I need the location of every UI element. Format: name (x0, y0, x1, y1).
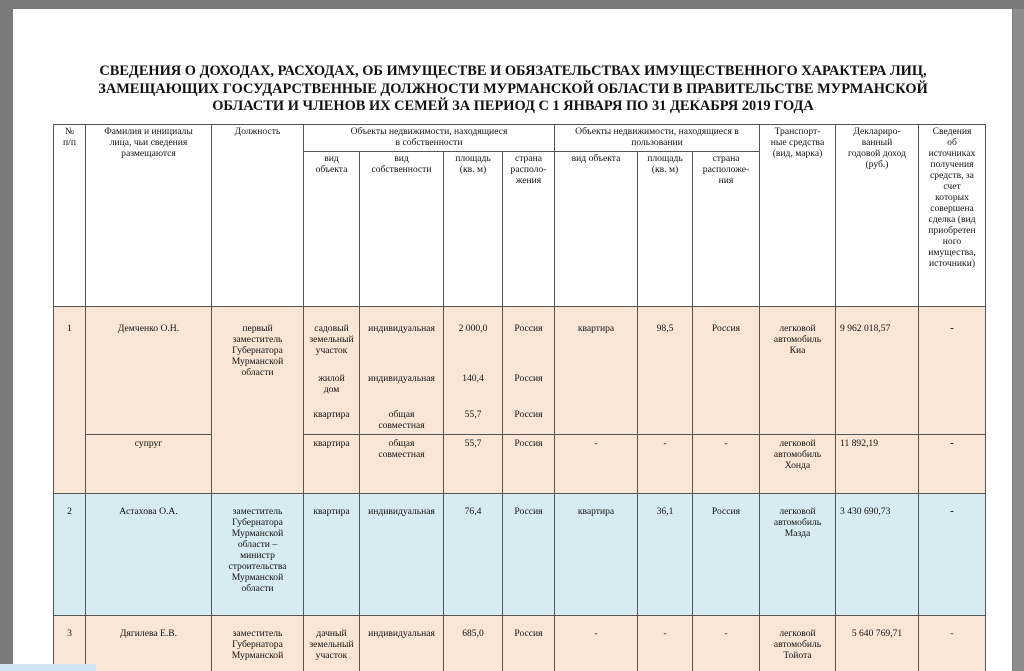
header-used-country: страна расположе- ния (693, 152, 760, 307)
row-sources: - (919, 435, 986, 494)
table-row (54, 307, 986, 435)
row-transport: легковой автомобиль Тойота (760, 616, 836, 671)
header-used-group: Объекты недвижимости, находящиеся в пользовании (555, 125, 760, 152)
row-owned-area: 2 000,0 140,4 55,7 (444, 307, 503, 435)
row-used-country: - (693, 435, 760, 494)
row-sources: - (919, 307, 986, 435)
document-title (53, 63, 973, 116)
row-owned-country: Россия (503, 435, 555, 494)
row-income: 9 962 018,57 (836, 307, 919, 435)
header-owned-type: вид объекта (304, 152, 360, 307)
row-used-area: - (638, 435, 693, 494)
row-used-area: 36,1 (638, 494, 693, 616)
row-name: Астахова О.А. (86, 494, 212, 616)
row-transport: легковой автомобиль Мазда (760, 494, 836, 616)
row-used-country: Россия (693, 307, 760, 435)
title-line-3: ОБЛАСТИ И ЧЛЕНОВ ИХ СЕМЕЙ ЗА ПЕРИОД С 1 ЯНВАРЯ ПО 31 ДЕКАБРЯ 2019 ГОДА (212, 98, 814, 114)
row-used-type: - (555, 616, 638, 671)
row-owned-ownership: индивидуальная индивидуальная общая совместная (360, 307, 444, 435)
row-position: заместитель Губернатора Мурманской (212, 616, 304, 671)
title-line-2: ЗАМЕЩАЮЩИХ ГОСУДАРСТВЕННЫЕ ДОЛЖНОСТИ МУРМАНСКОЙ ОБЛАСТИ В ПРАВИТЕЛЬСТВЕ МУРМАНСКОЙ (98, 80, 928, 97)
header-name: Фамилия и инициалы лица, чьи сведения размещаются (86, 125, 212, 307)
bottom-bar (0, 664, 96, 671)
row-owned-ownership: общая совместная (360, 435, 444, 494)
table-row-spouse (54, 435, 986, 494)
row-owned-type: дачный земельный участок (304, 616, 360, 671)
row-income: 5 640 769,71 (836, 616, 919, 671)
row-num: 3 (54, 616, 86, 671)
row-owned-type: квартира (304, 435, 360, 494)
row-num: 1 (54, 307, 86, 494)
row-owned-type: садовый земельный участок жилой дом квартира (304, 307, 360, 435)
row-name: Дягилева Е.В. (86, 616, 212, 671)
row-income: 3 430 690,73 (836, 494, 919, 616)
header-position: Должность (212, 125, 304, 307)
table-row (54, 494, 986, 616)
row-name: супруг (86, 435, 212, 494)
header-transport: Транспорт- ные средства (вид, марка) (760, 125, 836, 307)
header-used-area: площадь (кв. м) (638, 152, 693, 307)
document-page (13, 9, 1012, 671)
row-position: заместитель Губернатора Мурманской области – министр строительства Мурманской области (212, 494, 304, 616)
row-owned-country: Россия (503, 616, 555, 671)
row-owned-ownership: индивидуальная (360, 616, 444, 671)
row-income: 11 892,19 (836, 435, 919, 494)
row-used-country: - (693, 616, 760, 671)
header-sources: Сведения об источниках получения средств, за счет которых совершена сделка (вид приобретен ного имущества, источники) (919, 125, 986, 307)
header-used-type: вид объекта (555, 152, 638, 307)
row-used-area: 98,5 (638, 307, 693, 435)
row-transport: легковой автомобиль Киа (760, 307, 836, 435)
table-row (54, 616, 986, 671)
row-sources: - (919, 616, 986, 671)
row-name: Демченко О.Н. (86, 307, 212, 435)
row-owned-country: Россия Россия Россия (503, 307, 555, 435)
row-owned-area: 76,4 (444, 494, 503, 616)
row-owned-area: 55,7 (444, 435, 503, 494)
row-used-area: - (638, 616, 693, 671)
header-owned-country: страна располо- жения (503, 152, 555, 307)
row-used-type: - (555, 435, 638, 494)
declarations-table (53, 124, 986, 671)
row-owned-country: Россия (503, 494, 555, 616)
header-owned-area: площадь (кв. м) (444, 152, 503, 307)
header-owned-ownership: вид собственности (360, 152, 444, 307)
row-sources: - (919, 494, 986, 616)
row-used-type: квартира (555, 307, 638, 435)
row-transport: легковой автомобиль Хонда (760, 435, 836, 494)
scrollbar[interactable] (1013, 9, 1024, 671)
row-owned-area: 685,0 (444, 616, 503, 671)
header-num: № п/п (54, 125, 86, 307)
title-line-1: СВЕДЕНИЯ О ДОХОДАХ, РАСХОДАХ, ОБ ИМУЩЕСТВЕ И ОБЯЗАТЕЛЬСТВАХ ИМУЩЕСТВЕННОГО ХАРАКТЕРА ЛИЦ, (99, 63, 927, 79)
row-owned-type: квартира (304, 494, 360, 616)
row-position: первый заместитель Губернатора Мурманской области (212, 307, 304, 494)
header-owned-group: Объекты недвижимости, находящиеся в собственности (304, 125, 555, 152)
row-owned-ownership: индивидуальная (360, 494, 444, 616)
header-row-1 (54, 125, 986, 152)
row-used-type: квартира (555, 494, 638, 616)
row-num: 2 (54, 494, 86, 616)
header-income: Деклариро- ванный годовой доход (руб.) (836, 125, 919, 307)
row-used-country: Россия (693, 494, 760, 616)
